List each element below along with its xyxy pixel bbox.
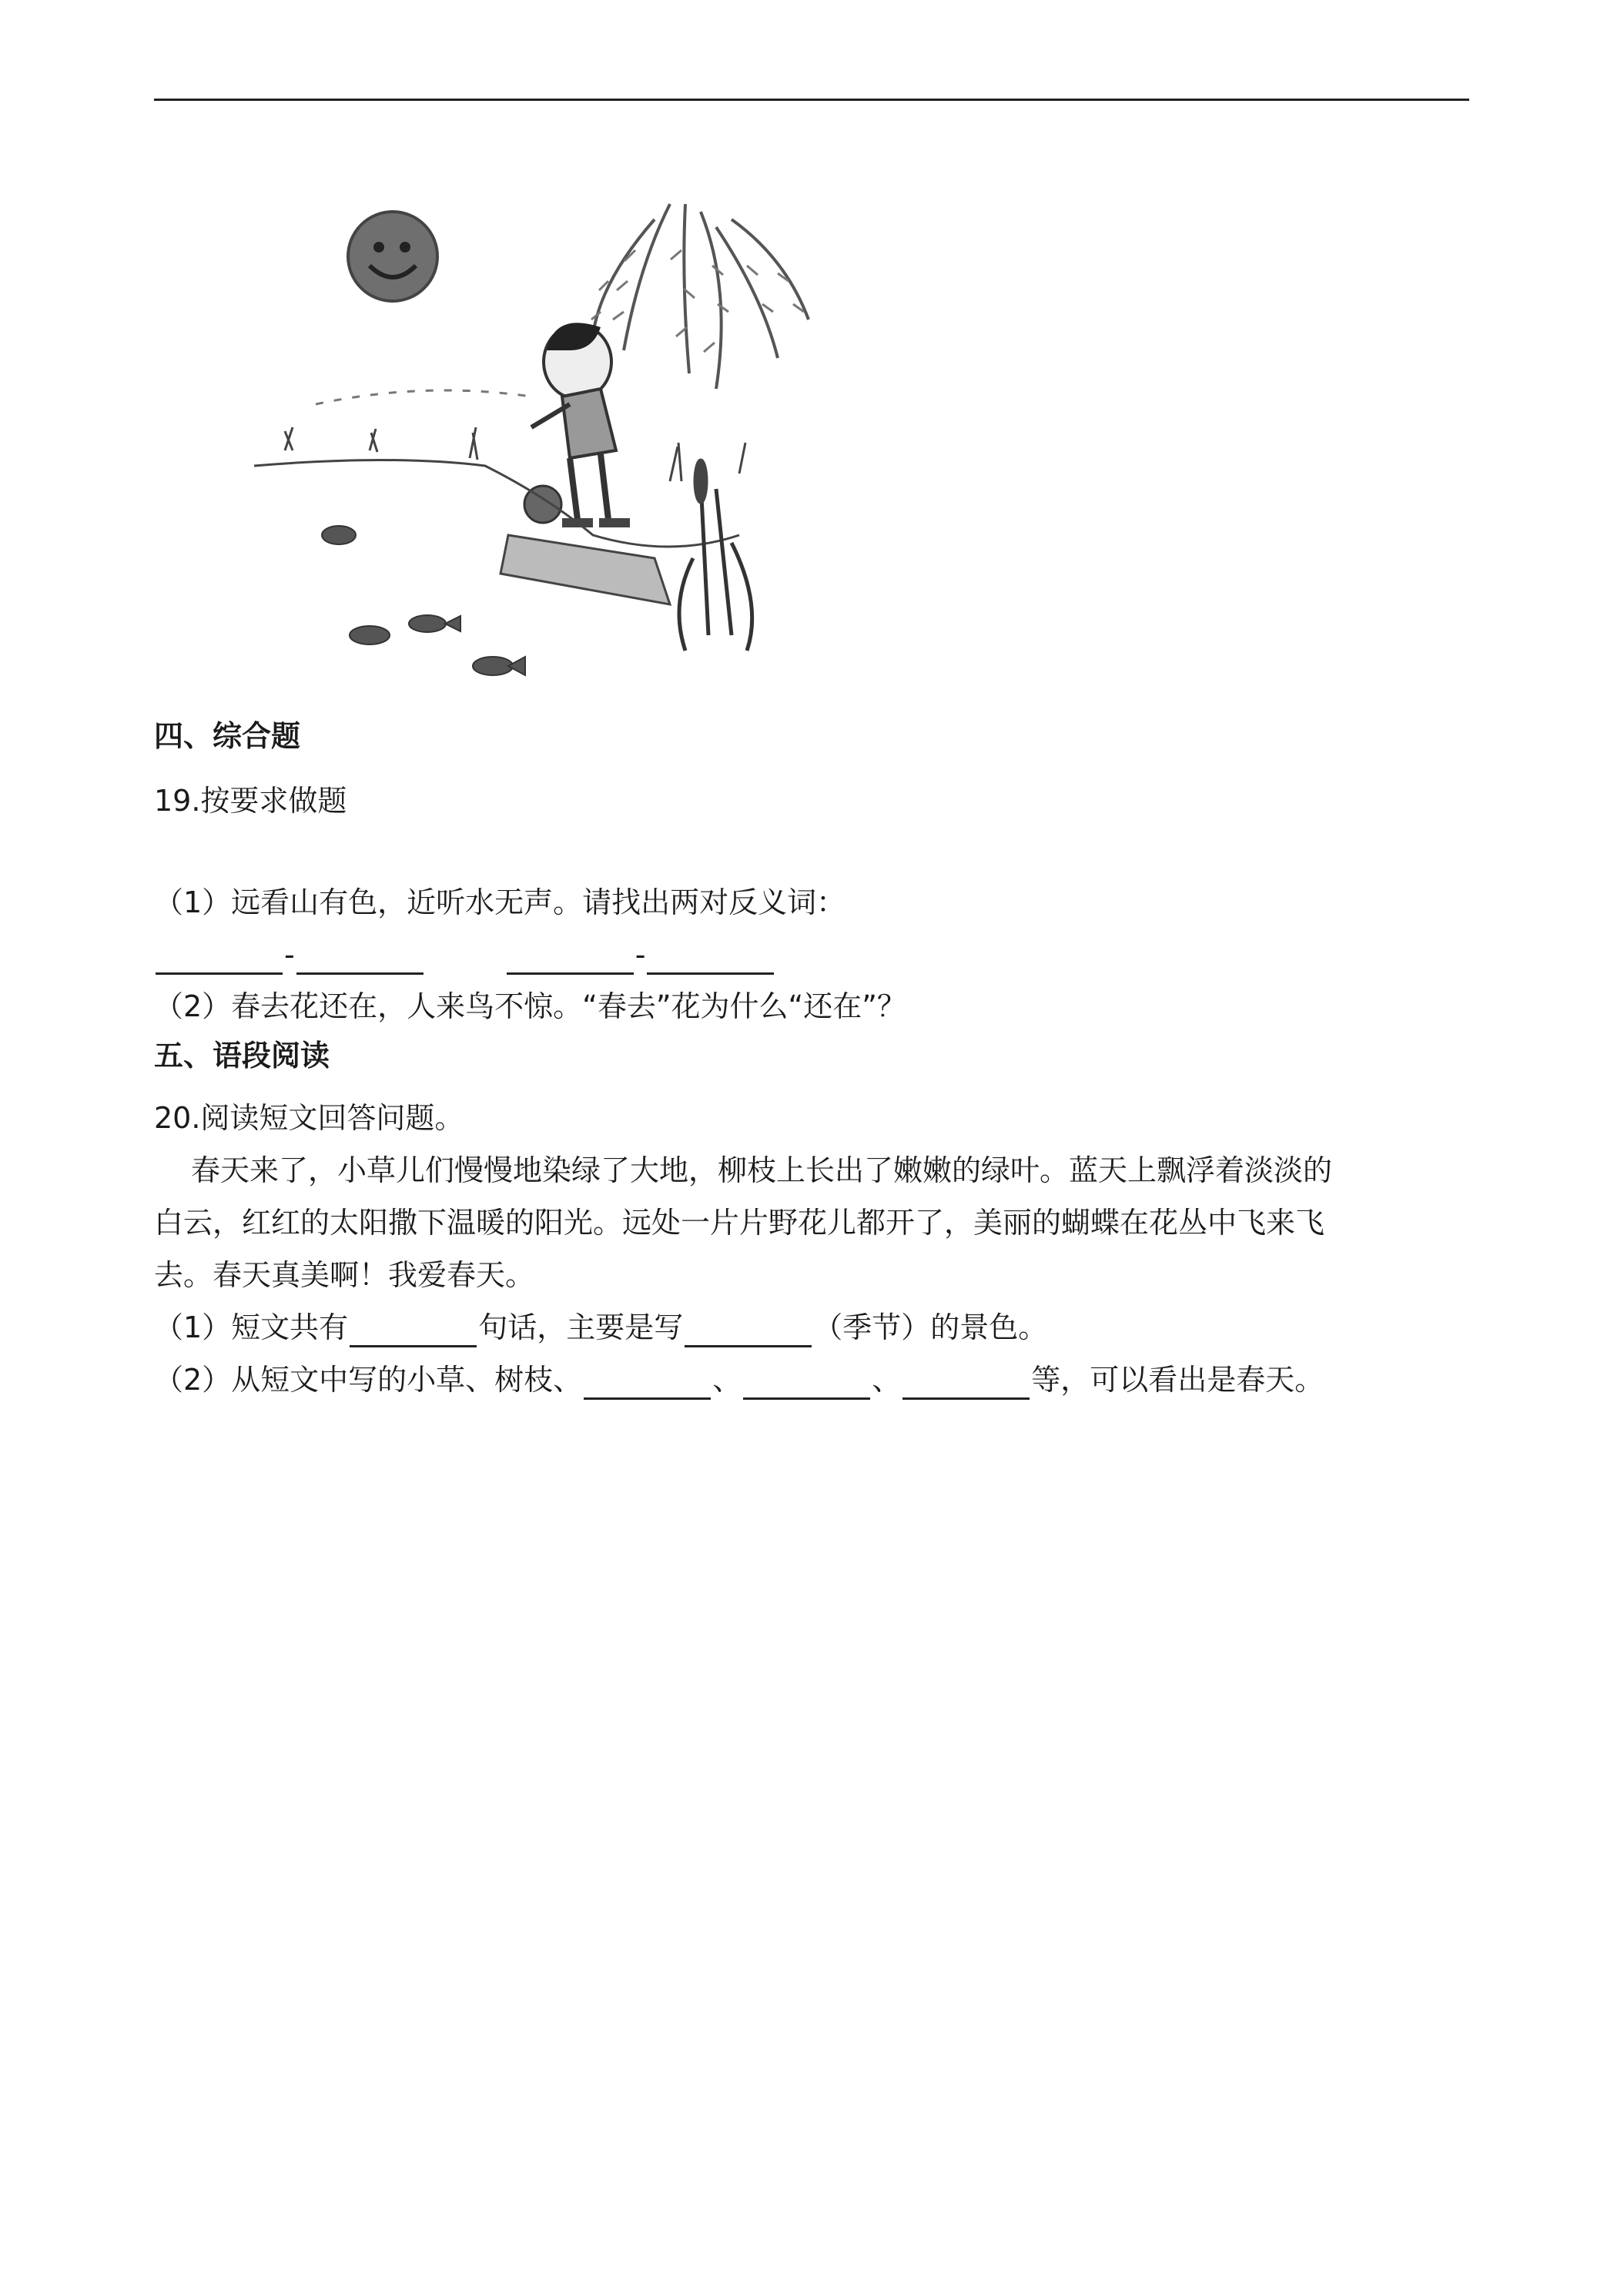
question-20-title: 20.阅读短文回答问题。 bbox=[154, 1101, 464, 1135]
willow-tree bbox=[591, 204, 809, 389]
answer-blank[interactable] bbox=[296, 942, 424, 975]
passage-line: 春天来了，小草儿们慢慢地染绿了大地，柳枝上长出了嫩嫩的绿叶。蓝天上飘浮着淡淡的 bbox=[191, 1153, 1333, 1187]
answer-blank[interactable] bbox=[584, 1367, 711, 1400]
section-heading-reading: 五、语段阅读 bbox=[154, 1039, 330, 1073]
dash-separator: - bbox=[284, 938, 295, 972]
answer-blank[interactable] bbox=[507, 942, 634, 975]
dash-separator: - bbox=[635, 938, 646, 972]
answer-blank[interactable] bbox=[685, 1314, 812, 1347]
answer-blank[interactable] bbox=[156, 942, 283, 975]
question-20-part2: （2）从短文中写的小草、树枝、 、 、 等，可以看出是春天。 bbox=[154, 1360, 1324, 1400]
smiling-sun-icon bbox=[348, 212, 437, 301]
question-19-title: 19.按要求做题 bbox=[154, 784, 347, 818]
question-19-part1: （1）远看山有色，近听水无声。请找出两对反义词： bbox=[154, 885, 846, 919]
section-heading-comprehensive: 四、综合题 bbox=[154, 719, 301, 753]
answer-blank[interactable] bbox=[647, 942, 774, 975]
passage-line: 去。春天真美啊！我爱春天。 bbox=[154, 1258, 535, 1292]
answer-blank[interactable] bbox=[350, 1314, 477, 1347]
antonym-blanks-row bbox=[154, 935, 775, 975]
answer-blank[interactable] bbox=[743, 1367, 870, 1400]
header-rule bbox=[154, 99, 1469, 101]
boy-fishing-illustration bbox=[239, 173, 824, 689]
fishing-line bbox=[316, 390, 531, 404]
answer-blank[interactable] bbox=[902, 1367, 1030, 1400]
question-19-part2: （2）春去花还在，人来鸟不惊。“春去”花为什么“还在”？ bbox=[154, 989, 906, 1023]
fish-group bbox=[322, 526, 525, 675]
question-20-part1: （1）短文共有 句话，主要是写 （季节）的景色。 bbox=[154, 1307, 1047, 1347]
passage-line: 白云，红红的太阳撒下温暖的阳光。远处一片片野花儿都开了，美丽的蝴蝶在花丛中飞来飞 bbox=[154, 1206, 1325, 1240]
